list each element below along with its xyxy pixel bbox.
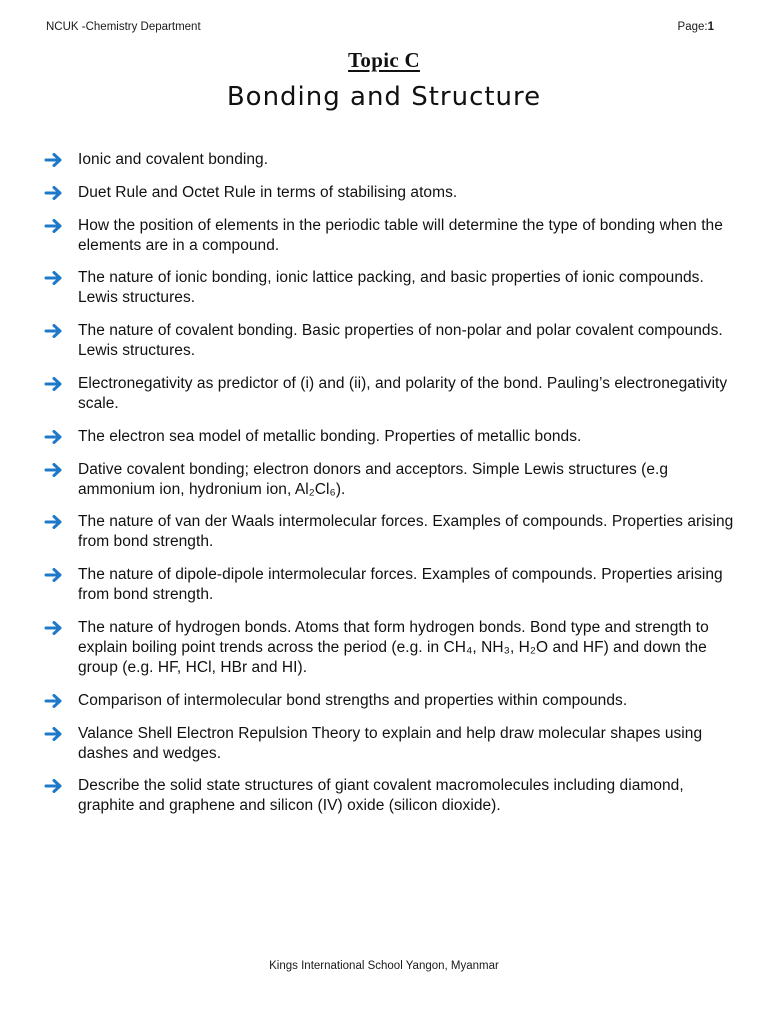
bullet-item (44, 427, 734, 447)
arrow-right-icon (44, 565, 78, 585)
arrow-right-icon (44, 321, 78, 341)
arrow-right-icon (44, 724, 78, 744)
topic-heading: Topic C (348, 48, 420, 72)
bullet-list (44, 150, 734, 829)
footer-school: Kings International School Yangon, Myanmar (269, 960, 499, 972)
page-number: 1 (707, 21, 714, 33)
bullet-item (44, 216, 734, 256)
bullet-item (44, 268, 734, 308)
bullet-text: The nature of van der Waals intermolecular forces. Examples of compounds. Properties arising from bond strength. (78, 513, 734, 551)
page-label: Page: (677, 21, 708, 33)
bullet-item (44, 691, 734, 711)
header-page-indicator (678, 21, 714, 33)
arrow-right-icon (44, 691, 78, 711)
arrow-right-icon (44, 150, 78, 170)
bullet-item (44, 512, 734, 552)
page-title: Bonding and Structure (226, 82, 542, 112)
bullet-text: The nature of covalent bonding. Basic properties of non-polar and polar covalent compounds. Lewis structures. (78, 322, 723, 360)
arrow-right-icon (44, 460, 78, 480)
bullet-text: How the position of elements in the periodic table will determine the type of bonding when the elements are in a compound. (78, 216, 723, 254)
bullet-text: Comparison of intermolecular bond strengths and properties within compounds. (78, 691, 628, 709)
bullet-text: Valance Shell Electron Repulsion Theory to explain and help draw molecular shapes using dashes and wedges. (78, 724, 703, 762)
arrow-right-icon (44, 512, 78, 532)
bullet-text: Electronegativity as predictor of (i) and (ii), and polarity of the bond. Pauling’s electronegativity scale. (78, 374, 728, 412)
arrow-right-icon (44, 183, 78, 203)
bullet-item (44, 183, 734, 203)
bullet-item (44, 460, 734, 500)
bullet-text: Describe the solid state structures of giant covalent macromolecules including diamond, graphite and graphene and silicon (IV) oxide (silicon dioxide). (78, 777, 684, 815)
bullet-text: The nature of dipole-dipole intermolecular forces. Examples of compounds. Properties arising from bond strength. (78, 566, 723, 604)
bullet-text: Duet Rule and Octet Rule in terms of stabilising atoms. (78, 183, 458, 201)
bullet-text: The electron sea model of metallic bonding. Properties of metallic bonds. (78, 427, 582, 445)
bullet-item (44, 565, 734, 605)
bullet-item (44, 321, 734, 361)
arrow-right-icon (44, 374, 78, 394)
bullet-text: Ionic and covalent bonding. (78, 151, 269, 168)
bullet-item (44, 724, 734, 764)
bullet-item (44, 618, 734, 678)
arrow-right-icon (44, 427, 78, 447)
bullet-text: Dative covalent bonding; electron donors and acceptors. Simple Lewis structures (e.g ammonium ion, hydronium ion, Al₂Cl₆). (78, 460, 669, 498)
header-department: NCUK -Chemistry Department (46, 21, 201, 33)
bullet-item (44, 776, 734, 816)
arrow-right-icon (44, 216, 78, 236)
bullet-text: The nature of hydrogen bonds. Atoms that form hydrogen bonds. Bond type and strength to explain boiling point trends across the period (e.g. in CH₄, NH₃, H₂O and HF) and down the group (e.g. HF, HCl, HBr and HI). (78, 618, 709, 676)
arrow-right-icon (44, 776, 78, 796)
bullet-text: The nature of ionic bonding, ionic lattice packing, and basic properties of ionic compounds. Lewis structures. (78, 269, 704, 307)
bullet-item (44, 374, 734, 414)
arrow-right-icon (44, 618, 78, 638)
bullet-item (44, 150, 734, 170)
arrow-right-icon (44, 268, 78, 288)
